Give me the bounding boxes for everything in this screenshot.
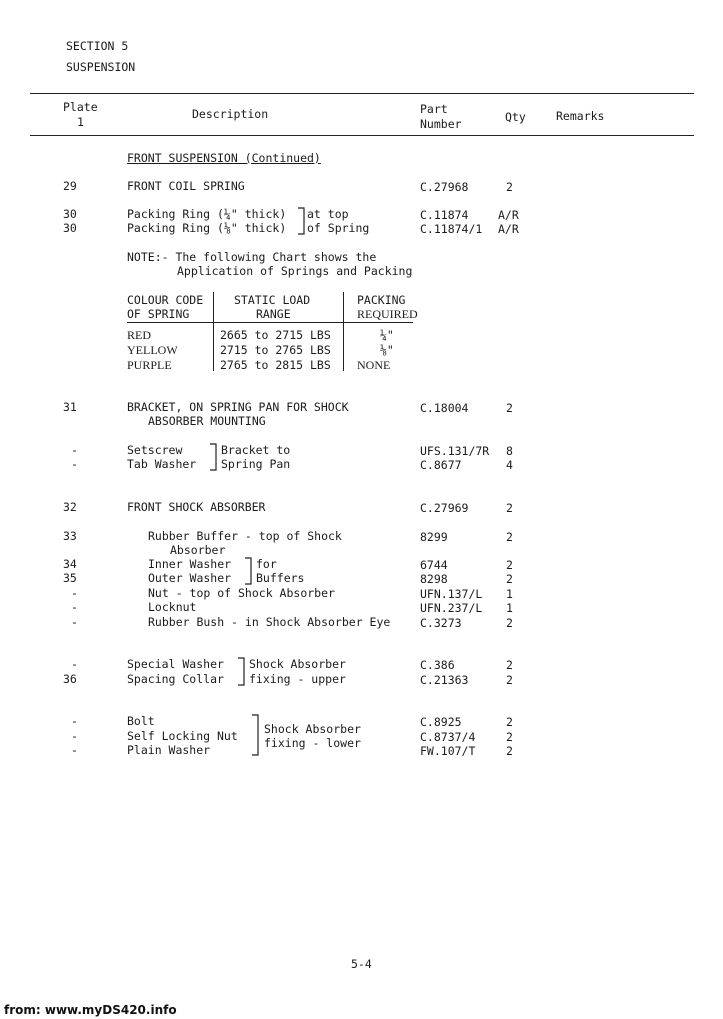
description-cell: Rubber Bush - in Shock Absorber Eye <box>148 615 391 629</box>
bracket-text: Shock Absorber <box>264 722 361 736</box>
plate-cell: - <box>71 657 78 671</box>
source-footer: from: www.myDS420.info <box>4 1003 177 1017</box>
note-line-2: Application of Springs and Packing <box>177 264 413 278</box>
description-cell: FRONT SHOCK ABSORBER <box>127 500 266 514</box>
qty-cell: 2 <box>506 744 513 758</box>
description-cell-continued: Absorber <box>170 543 226 557</box>
description-cell: Rubber Buffer - top of Shock <box>148 529 342 543</box>
grouping-bracket <box>250 713 262 757</box>
description-cell: Bolt <box>127 714 155 728</box>
subheading: FRONT SUSPENSION (Continued) <box>127 151 321 165</box>
col-part-header: Part <box>420 102 448 116</box>
bracket-text: Bracket to <box>221 443 291 457</box>
chart-colour-cell: RED <box>127 328 151 342</box>
bracket-text: for <box>256 557 277 571</box>
note-line-1: NOTE:- The following Chart shows the <box>127 250 377 264</box>
description-cell: Setscrew <box>127 443 183 457</box>
description-cell: Plain Washer <box>127 743 211 757</box>
qty-cell: 2 <box>506 572 513 586</box>
bracket-text: at top <box>307 207 349 221</box>
grouping-bracket <box>208 442 220 472</box>
col-plate-header: Plate <box>63 100 98 114</box>
chart-range-cell: 2665 to 2715 LBS <box>220 328 331 342</box>
description-cell: Outer Washer <box>148 571 232 585</box>
part-number-cell: 8299 <box>420 530 448 544</box>
description-cell: Packing Ring (¼" thick) <box>127 207 287 221</box>
grouping-bracket <box>243 556 255 586</box>
part-number-cell: C.18004 <box>420 401 469 415</box>
part-number-cell: 6744 <box>420 558 448 572</box>
plate-cell: - <box>71 457 78 471</box>
part-number-cell: C.8737/4 <box>420 730 476 744</box>
plate-cell: 31 <box>63 400 77 414</box>
bracket-text: Buffers <box>256 571 305 585</box>
qty-cell: 2 <box>506 180 513 194</box>
qty-cell: 2 <box>506 530 513 544</box>
chart-header-load-2: RANGE <box>256 307 291 321</box>
description-cell: Self Locking Nut <box>127 729 238 743</box>
description-cell-continued: ABSORBER MOUNTING <box>148 414 266 428</box>
bracket-text: of Spring <box>307 221 370 235</box>
qty-cell: 4 <box>506 458 513 472</box>
qty-cell: 2 <box>506 658 513 672</box>
part-number-cell: UFS.131/7R <box>420 444 490 458</box>
plate-cell: - <box>71 600 78 614</box>
chart-header-colour: COLOUR CODE <box>127 293 204 307</box>
chart-packing-cell: NONE <box>357 358 391 372</box>
description-cell: Tab Washer <box>127 457 197 471</box>
description-cell: FRONT COIL SPRING <box>127 179 245 193</box>
col-qty-header: Qty <box>505 110 526 124</box>
qty-cell: 1 <box>506 587 513 601</box>
chart-packing-cell: ¼" <box>380 328 394 342</box>
plate-cell: 35 <box>63 571 77 585</box>
plate-cell: - <box>71 743 78 757</box>
plate-cell: 33 <box>63 529 77 543</box>
part-number-cell: C.8677 <box>420 458 462 472</box>
description-cell: Packing Ring (⅛" thick) <box>127 221 287 235</box>
part-number-cell: C.8925 <box>420 715 462 729</box>
description-cell: Locknut <box>148 600 197 614</box>
chart-header-load: STATIC LOAD <box>234 293 311 307</box>
col-remarks-header: Remarks <box>556 109 605 123</box>
part-number-cell: UFN.137/L <box>420 587 483 601</box>
part-number-cell: C.27969 <box>420 501 469 515</box>
plate-cell: 30 <box>63 221 77 235</box>
plate-cell: - <box>71 714 78 728</box>
bracket-text: Shock Absorber <box>249 657 346 671</box>
qty-cell: 8 <box>506 444 513 458</box>
chart-header-packing: PACKING <box>357 293 406 307</box>
col-description-header: Description <box>192 107 269 121</box>
col-plate-number: 1 <box>77 115 84 129</box>
chart-header-packing-2: REQUIRED <box>357 307 418 321</box>
plate-cell: 30 <box>63 207 77 221</box>
chart-colour-cell: YELLOW <box>127 343 178 357</box>
chart-header-colour-2: OF SPRING <box>127 307 190 321</box>
chart-divider <box>343 292 344 371</box>
qty-cell: A/R <box>498 208 519 222</box>
chart-divider <box>213 292 214 371</box>
plate-cell: 32 <box>63 500 77 514</box>
description-cell: BRACKET, ON SPRING PAN FOR SHOCK <box>127 400 349 414</box>
part-number-cell: 8298 <box>420 572 448 586</box>
page-number: 5-4 <box>351 957 372 971</box>
header-bottom-rule <box>30 135 694 136</box>
qty-cell: 2 <box>506 715 513 729</box>
description-cell: Inner Washer <box>148 557 232 571</box>
qty-cell: A/R <box>498 222 519 236</box>
part-number-cell: C.386 <box>420 658 455 672</box>
chart-packing-cell: ⅛" <box>380 343 394 357</box>
col-part-header-2: Number <box>420 117 462 131</box>
qty-cell: 2 <box>506 673 513 687</box>
part-number-cell: C.27968 <box>420 180 469 194</box>
bracket-text: fixing - lower <box>264 736 361 750</box>
grouping-bracket <box>236 656 248 687</box>
description-cell: Spacing Collar <box>127 672 224 686</box>
part-number-cell: C.11874/1 <box>420 222 483 236</box>
qty-cell: 2 <box>506 616 513 630</box>
qty-cell: 2 <box>506 501 513 515</box>
bracket-text: fixing - upper <box>249 672 346 686</box>
chart-colour-cell: PURPLE <box>127 358 172 372</box>
plate-cell: - <box>71 443 78 457</box>
section-title: SUSPENSION <box>66 60 136 74</box>
part-number-cell: C.21363 <box>420 673 469 687</box>
qty-cell: 1 <box>506 601 513 615</box>
bracket-text: Spring Pan <box>221 457 291 471</box>
description-cell: Special Washer <box>127 657 224 671</box>
part-number-cell: C.11874 <box>420 208 469 222</box>
qty-cell: 2 <box>506 730 513 744</box>
chart-range-cell: 2765 to 2815 LBS <box>220 358 331 372</box>
header-top-rule <box>30 93 694 94</box>
qty-cell: 2 <box>506 558 513 572</box>
grouping-bracket <box>296 206 308 236</box>
plate-cell: - <box>71 729 78 743</box>
part-number-cell: C.3273 <box>420 616 462 630</box>
plate-cell: 34 <box>63 557 77 571</box>
plate-cell: 36 <box>63 672 77 686</box>
part-number-cell: UFN.237/L <box>420 601 483 615</box>
chart-header-rule <box>127 322 413 323</box>
plate-cell: 29 <box>63 179 77 193</box>
qty-cell: 2 <box>506 401 513 415</box>
plate-cell: - <box>71 615 78 629</box>
plate-cell: - <box>71 586 78 600</box>
chart-range-cell: 2715 to 2765 LBS <box>220 343 331 357</box>
section-number: SECTION 5 <box>66 39 129 53</box>
description-cell: Nut - top of Shock Absorber <box>148 586 335 600</box>
part-number-cell: FW.107/T <box>420 744 476 758</box>
